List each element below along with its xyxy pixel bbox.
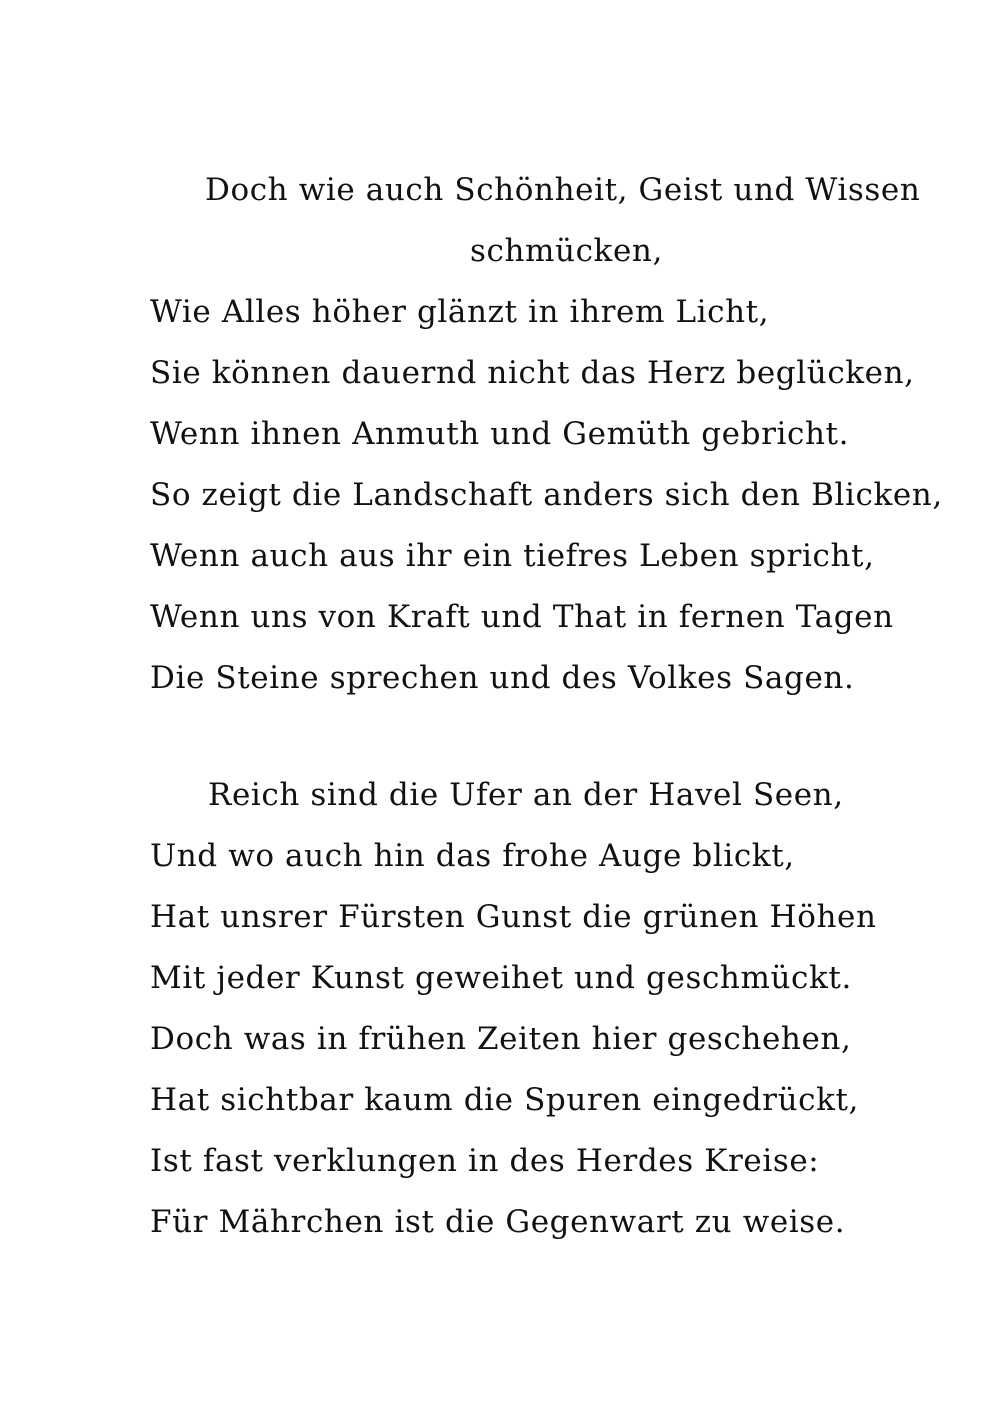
poem-line: Hat unsrer Fürsten Gunst die grünen Höhen <box>150 899 877 935</box>
poem-line: Wenn auch aus ihr ein tiefres Leben spricht, <box>150 538 875 574</box>
poem-line-turnover: schmücken, <box>470 233 663 269</box>
poem-line: Doch was in frühen Zeiten hier geschehen, <box>150 1021 852 1057</box>
poem-line: Reich sind die Ufer an der Havel Seen, <box>208 777 844 813</box>
poem-stanza-1 <box>150 160 943 709</box>
poem-line: So zeigt die Landschaft anders sich den Blicken, <box>150 477 943 513</box>
poem-line: Doch wie auch Schönheit, Geist und Wissen <box>205 172 921 208</box>
poem-line: Wenn uns von Kraft und That in fernen Tagen <box>150 599 894 635</box>
poem-stanza-2 <box>150 765 877 1253</box>
poem-line: Hat sichtbar kaum die Spuren eingedrückt, <box>150 1082 860 1118</box>
poem-line: Und wo auch hin das frohe Auge blickt, <box>150 838 795 874</box>
poem-line: Die Steine sprechen und des Volkes Sagen. <box>150 660 855 696</box>
poem-line: Mit jeder Kunst geweihet und geschmückt. <box>150 960 852 996</box>
poem-line: Wie Alles höher glänzt in ihrem Licht, <box>150 294 770 330</box>
poem-line: Ist fast verklungen in des Herdes Kreise: <box>150 1143 820 1179</box>
poem-line: Wenn ihnen Anmuth und Gemüth gebricht. <box>150 416 850 452</box>
poem-line: Für Mährchen ist die Gegenwart zu weise. <box>150 1204 846 1240</box>
poem-line: Sie können dauernd nicht das Herz beglücken, <box>150 355 915 391</box>
